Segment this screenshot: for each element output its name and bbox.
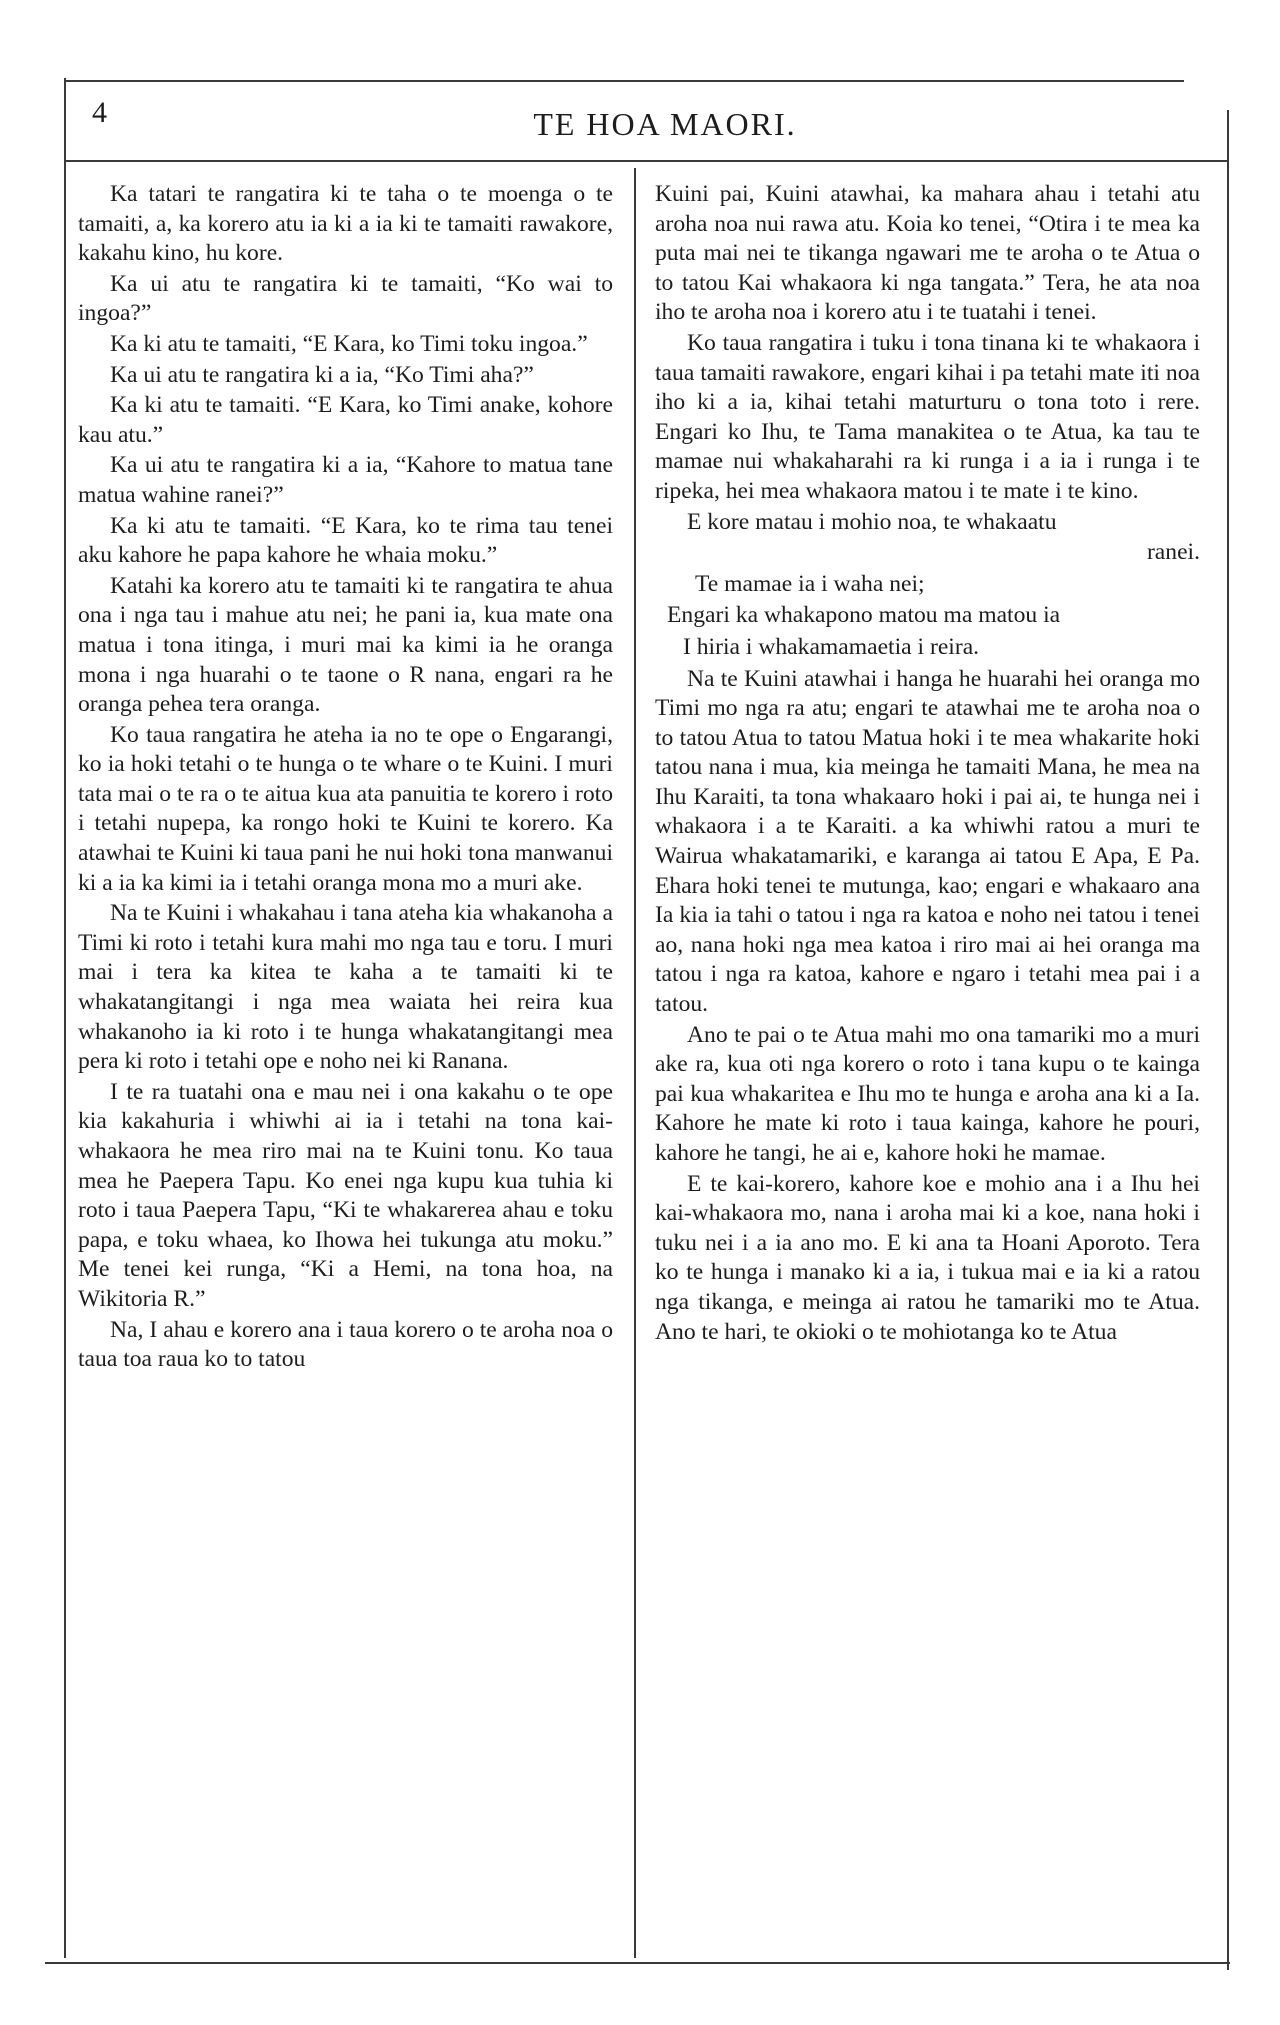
paragraph: Ka tatari te rangatira ki te taha o te moenga o te tamaiti, a, ka korero atu ia ki a ia ki te tamaiti rawakore, kakahu kino, hu kore. <box>78 181 613 267</box>
header-rule <box>64 160 1229 162</box>
paragraph: Ka ui atu te rangatira ki a ia, “Ko Timi aha?” <box>110 361 534 388</box>
paragraph: Na, I ahau e korero ana i taua korero o te aroha noa o taua toa raua ko to tatou <box>78 1316 613 1373</box>
paragraph: Ko taua rangatira i tuku i tona tinana ki te whakaora i taua tamaiti rawakore, engari kihai i pa tetahi mate iti noa iho ki a ia, kihai tetahi maturturu o tona toto i rere. Engari ko Ihu, te Tama manakitea o te Atua, ka tau te mamae nui whakaharahi ra ki runga i a ia i runga i te ripeka, hei mea whakaora matou i te mate i te kino. <box>655 329 1200 504</box>
paragraph: E kore matau i mohio noa, te whakaatu <box>687 508 1057 535</box>
left-column <box>78 180 613 1376</box>
right-border-rule <box>1227 110 1229 1970</box>
right-column <box>655 180 1200 1348</box>
column-divider <box>634 168 636 1958</box>
paragraph: Ka ki atu te tamaiti, “E Kara, ko Timi toku ingoa.” <box>110 330 588 357</box>
verse-line: Engari ka whakapono matou ma matou ia <box>667 602 1061 629</box>
page-number: 4 <box>92 96 107 129</box>
paragraph: Kuini pai, Kuini atawhai, ka mahara ahau i tetahi atu aroha noa nui rawa atu. Koia ko tenei, “Otira i te mea ka puta mai nei te tikanga ngawari me te aroha o te Atua o to tatou Kai whakaora ki nga tangata.” Tera, he ata noa iho te aroha noa i korero atu i te tuatahi i tenei. <box>655 181 1200 326</box>
paragraph: Na te Kuini i whakahau i tana ateha kia whakanoha a Timi ki roto i tetahi kura mahi mo nga tau e toru. I muri mai i tera ka kitea te kaha a te tamaiti ki te whakatangitangi i nga mea waiata hei reira kua whakanoho ia ki roto i te hunga whakatangitangi mea pera ki roto i tetahi ope e noho nei ki Ranana. <box>78 900 613 1075</box>
paragraph: Katahi ka korero atu te tamaiti ki te rangatira te ahua ona i nga tau i mahue atu nei; he pani ia, kua mate ona matua i tona itinga, i muri mai ka kimi ia he oranga mona i nga huarahi o te taone o R nana, engari ra he oranga pehea tera oranga. <box>78 572 613 718</box>
paragraph: Ano te pai o te Atua mahi mo ona tamariki mo a muri ake ra, kua oti nga korero o roto i tana kupu o te kainga pai kua whakaritea e Ihu mo te hunga e aroha ana ki a Ia. Kahore he mate ki roto i taua kainga, kahore he pouri, kahore he tangi, he ai e, kahore hoki he mamae. <box>655 1021 1200 1166</box>
verse-line: I hiria i whakamamaetia i reira. <box>683 633 980 660</box>
paragraph: Ka ui atu te rangatira ki te tamaiti, “Ko wai to ingoa?” <box>78 270 613 327</box>
page-title: TE HOA MAORI. <box>533 106 797 142</box>
bottom-rule <box>45 1962 1230 1964</box>
paragraph-tail: ranei. <box>1146 539 1200 566</box>
paragraph: E te kai-korero, kahore koe e mohio ana i a Ihu hei kai-whakaora mo, nana i aroha mai ki a koe, nana hoki i tuku nei i a ia ano mo. E ki ana ta Hoani Aporoto. Tera ko te hunga i manako ki a ia, i tukua mai e ia ki a ratou nga tikanga, e meinga ai ratou he tamariki mo te Atua. Ano te hari, te okioki o te mohiotanga ko te Atua <box>655 1170 1200 1345</box>
paragraph: Ko taua rangatira he ateha ia no te ope o Engarangi, ko ia hoki tetahi o te hunga o te whare o te Kuini. I muri tata mai o te ra o te aitua kua ata panuitia te korero i roto i tetahi nupepa, ka rongo hoki te Kuini te korero. Ka atawhai te Kuini ki taua pani he nui hoki tona manwanui ki a ia ka kimi ia i tetahi oranga mona mo a muri ake. <box>78 721 613 896</box>
paragraph: Ka ki atu te tamaiti. “E Kara, ko te rima tau tenei aku kahore he papa kahore he whaia moku.” <box>78 512 613 569</box>
left-border-rule <box>64 78 66 1958</box>
paragraph: Na te Kuini atawhai i hanga he huarahi hei oranga mo Timi mo nga ra atu; engari te atawhai me te aroha noa o to tatou Atua to tatou Matua hoki i te mea whakarite hoki tatou nana i mua, kia meinga he tamaiti Mana, he mea na Ihu Karaiti, ta tona whakaaro hoki i pai ai, te hunga nei i whakaora i a te Karaiti. a ka whiwhi ratou a muri te Wairua whakatamariki, e karanga ai tatou E Apa, E Pa. Ehara hoki tenei te mutunga, kao; engari e whakaaro ana Ia kia ia tahi o tatou i nga ra katoa e noho nei tatou i tenei ao, nana hoki nga mea katoa i riro mai ai hei oranga ma tatou i nga ra katoa, kahore e ngaro i tetahi mea pai i a tatou. <box>655 665 1200 1018</box>
verse-line: Te mamae ia i waha nei; <box>695 570 925 597</box>
top-rule <box>64 80 1184 82</box>
paragraph: Ka ki atu te tamaiti. “E Kara, ko Timi anake, kohore kau atu.” <box>78 392 613 448</box>
paragraph: I te ra tuatahi ona e mau nei i ona kakahu o te ope kia kakahuria i whiwhi ai ia i tetahi na tona kai-whakaora he mea riro mai na te Kuini tonu. Ko taua mea he Paepera Tapu. Ko enei nga kupu kua tuhia ki roto i taua Paepera Tapu, “Ki te whakarerea ahau e toku papa, e toku whaea, ko Ihowa hei tukunga atu moku.” Me tenei kei runga, “Ki a Hemi, na tona hoa, na Wikitoria R.” <box>78 1078 613 1312</box>
paragraph: Ka ui atu te rangatira ki a ia, “Kahore to matua tane matua wahine ranei?” <box>78 452 613 508</box>
